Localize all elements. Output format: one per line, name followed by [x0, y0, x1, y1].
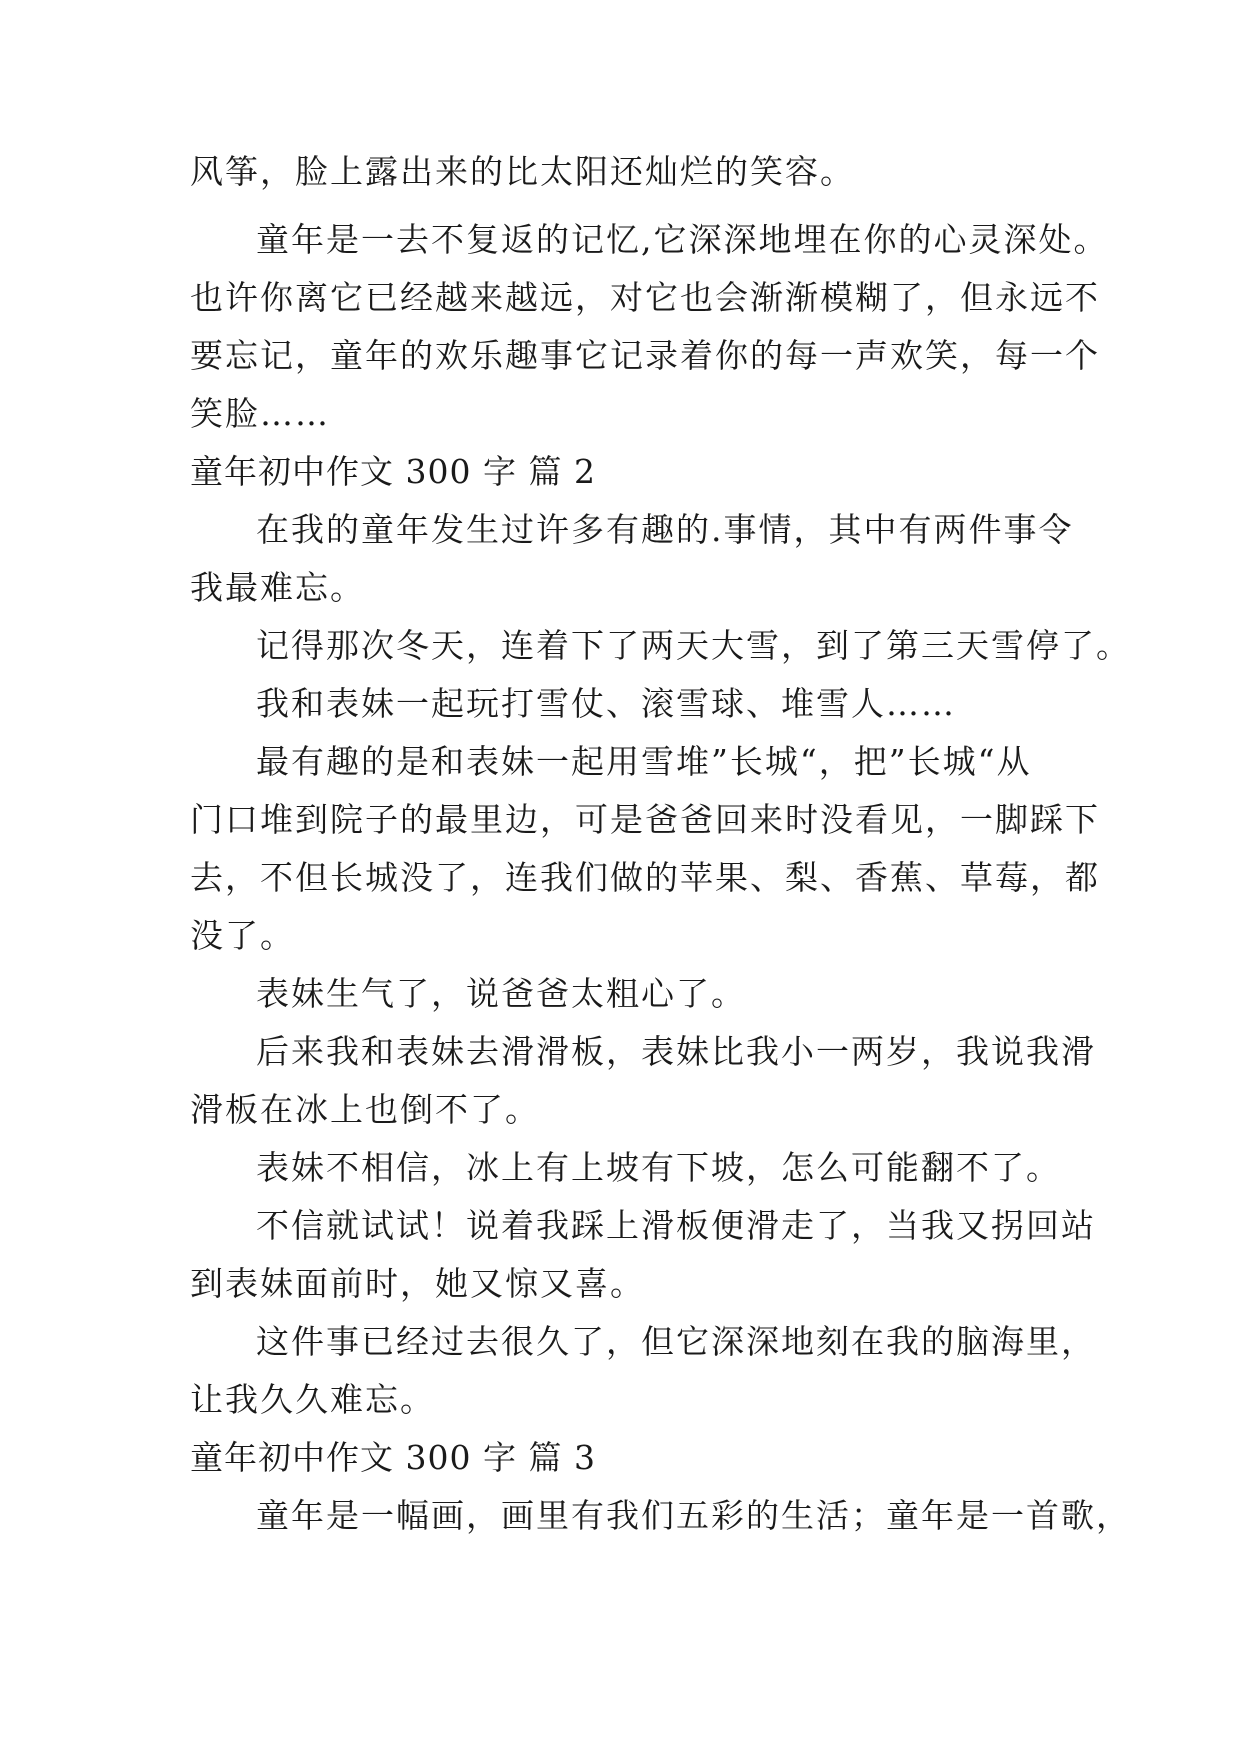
paragraph-line: 风筝，脸上露出来的比太阳还灿烂的笑容。 — [190, 152, 855, 191]
paragraph-line: 也许你离它已经越来越远，对它也会渐渐模糊了，但永远不 — [190, 278, 1100, 317]
paragraph-line: 这件事已经过去很久了，但它深深地刻在我的脑海里， — [256, 1322, 1096, 1361]
paragraph-line: 门口堆到院子的最里边，可是爸爸回来时没看见，一脚踩下 — [190, 800, 1100, 839]
paragraph-line: 童年是一去不复返的记忆,它深深地埋在你的心灵深处。 — [256, 220, 1109, 259]
paragraph-line: 童年是一幅画，画里有我们五彩的生活；童年是一首歌， — [256, 1496, 1131, 1535]
paragraph-line: 我最难忘。 — [190, 568, 365, 607]
paragraph-line: 去，不但长城没了，连我们做的苹果、梨、香蕉、草莓，都 — [190, 858, 1100, 897]
paragraph-line: 表妹生气了，说爸爸太粗心了。 — [256, 974, 746, 1013]
paragraph-line: 没了。 — [190, 916, 295, 955]
paragraph-line: 表妹不相信，冰上有上坡有下坡，怎么可能翻不了。 — [256, 1148, 1061, 1187]
paragraph-line: 在我的童年发生过许多有趣的.事情，其中有两件事令 — [256, 510, 1074, 549]
paragraph-line: 让我久久难忘。 — [190, 1380, 435, 1419]
paragraph-line: 笑脸…… — [190, 394, 330, 433]
section-heading: 童年初中作文 300 字 篇 2 — [190, 452, 596, 491]
paragraph-line: 要忘记，童年的欢乐趣事它记录着你的每一声欢笑，每一个 — [190, 336, 1100, 375]
paragraph-line: 记得那次冬天，连着下了两天大雪，到了第三天雪停了。 — [256, 626, 1131, 665]
paragraph-line: 不信就试试！说着我踩上滑板便滑走了，当我又拐回站 — [256, 1206, 1096, 1245]
paragraph-line: 到表妹面前时，她又惊又喜。 — [190, 1264, 645, 1303]
paragraph-line: 滑板在冰上也倒不了。 — [190, 1090, 540, 1129]
section-heading: 童年初中作文 300 字 篇 3 — [190, 1438, 596, 1477]
paragraph-line: 我和表妹一起玩打雪仗、滚雪球、堆雪人…… — [256, 684, 956, 723]
paragraph-line: 后来我和表妹去滑滑板，表妹比我小一两岁，我说我滑 — [256, 1032, 1096, 1071]
paragraph-line: 最有趣的是和表妹一起用雪堆”长城“，把”长城“从 — [256, 742, 1032, 781]
